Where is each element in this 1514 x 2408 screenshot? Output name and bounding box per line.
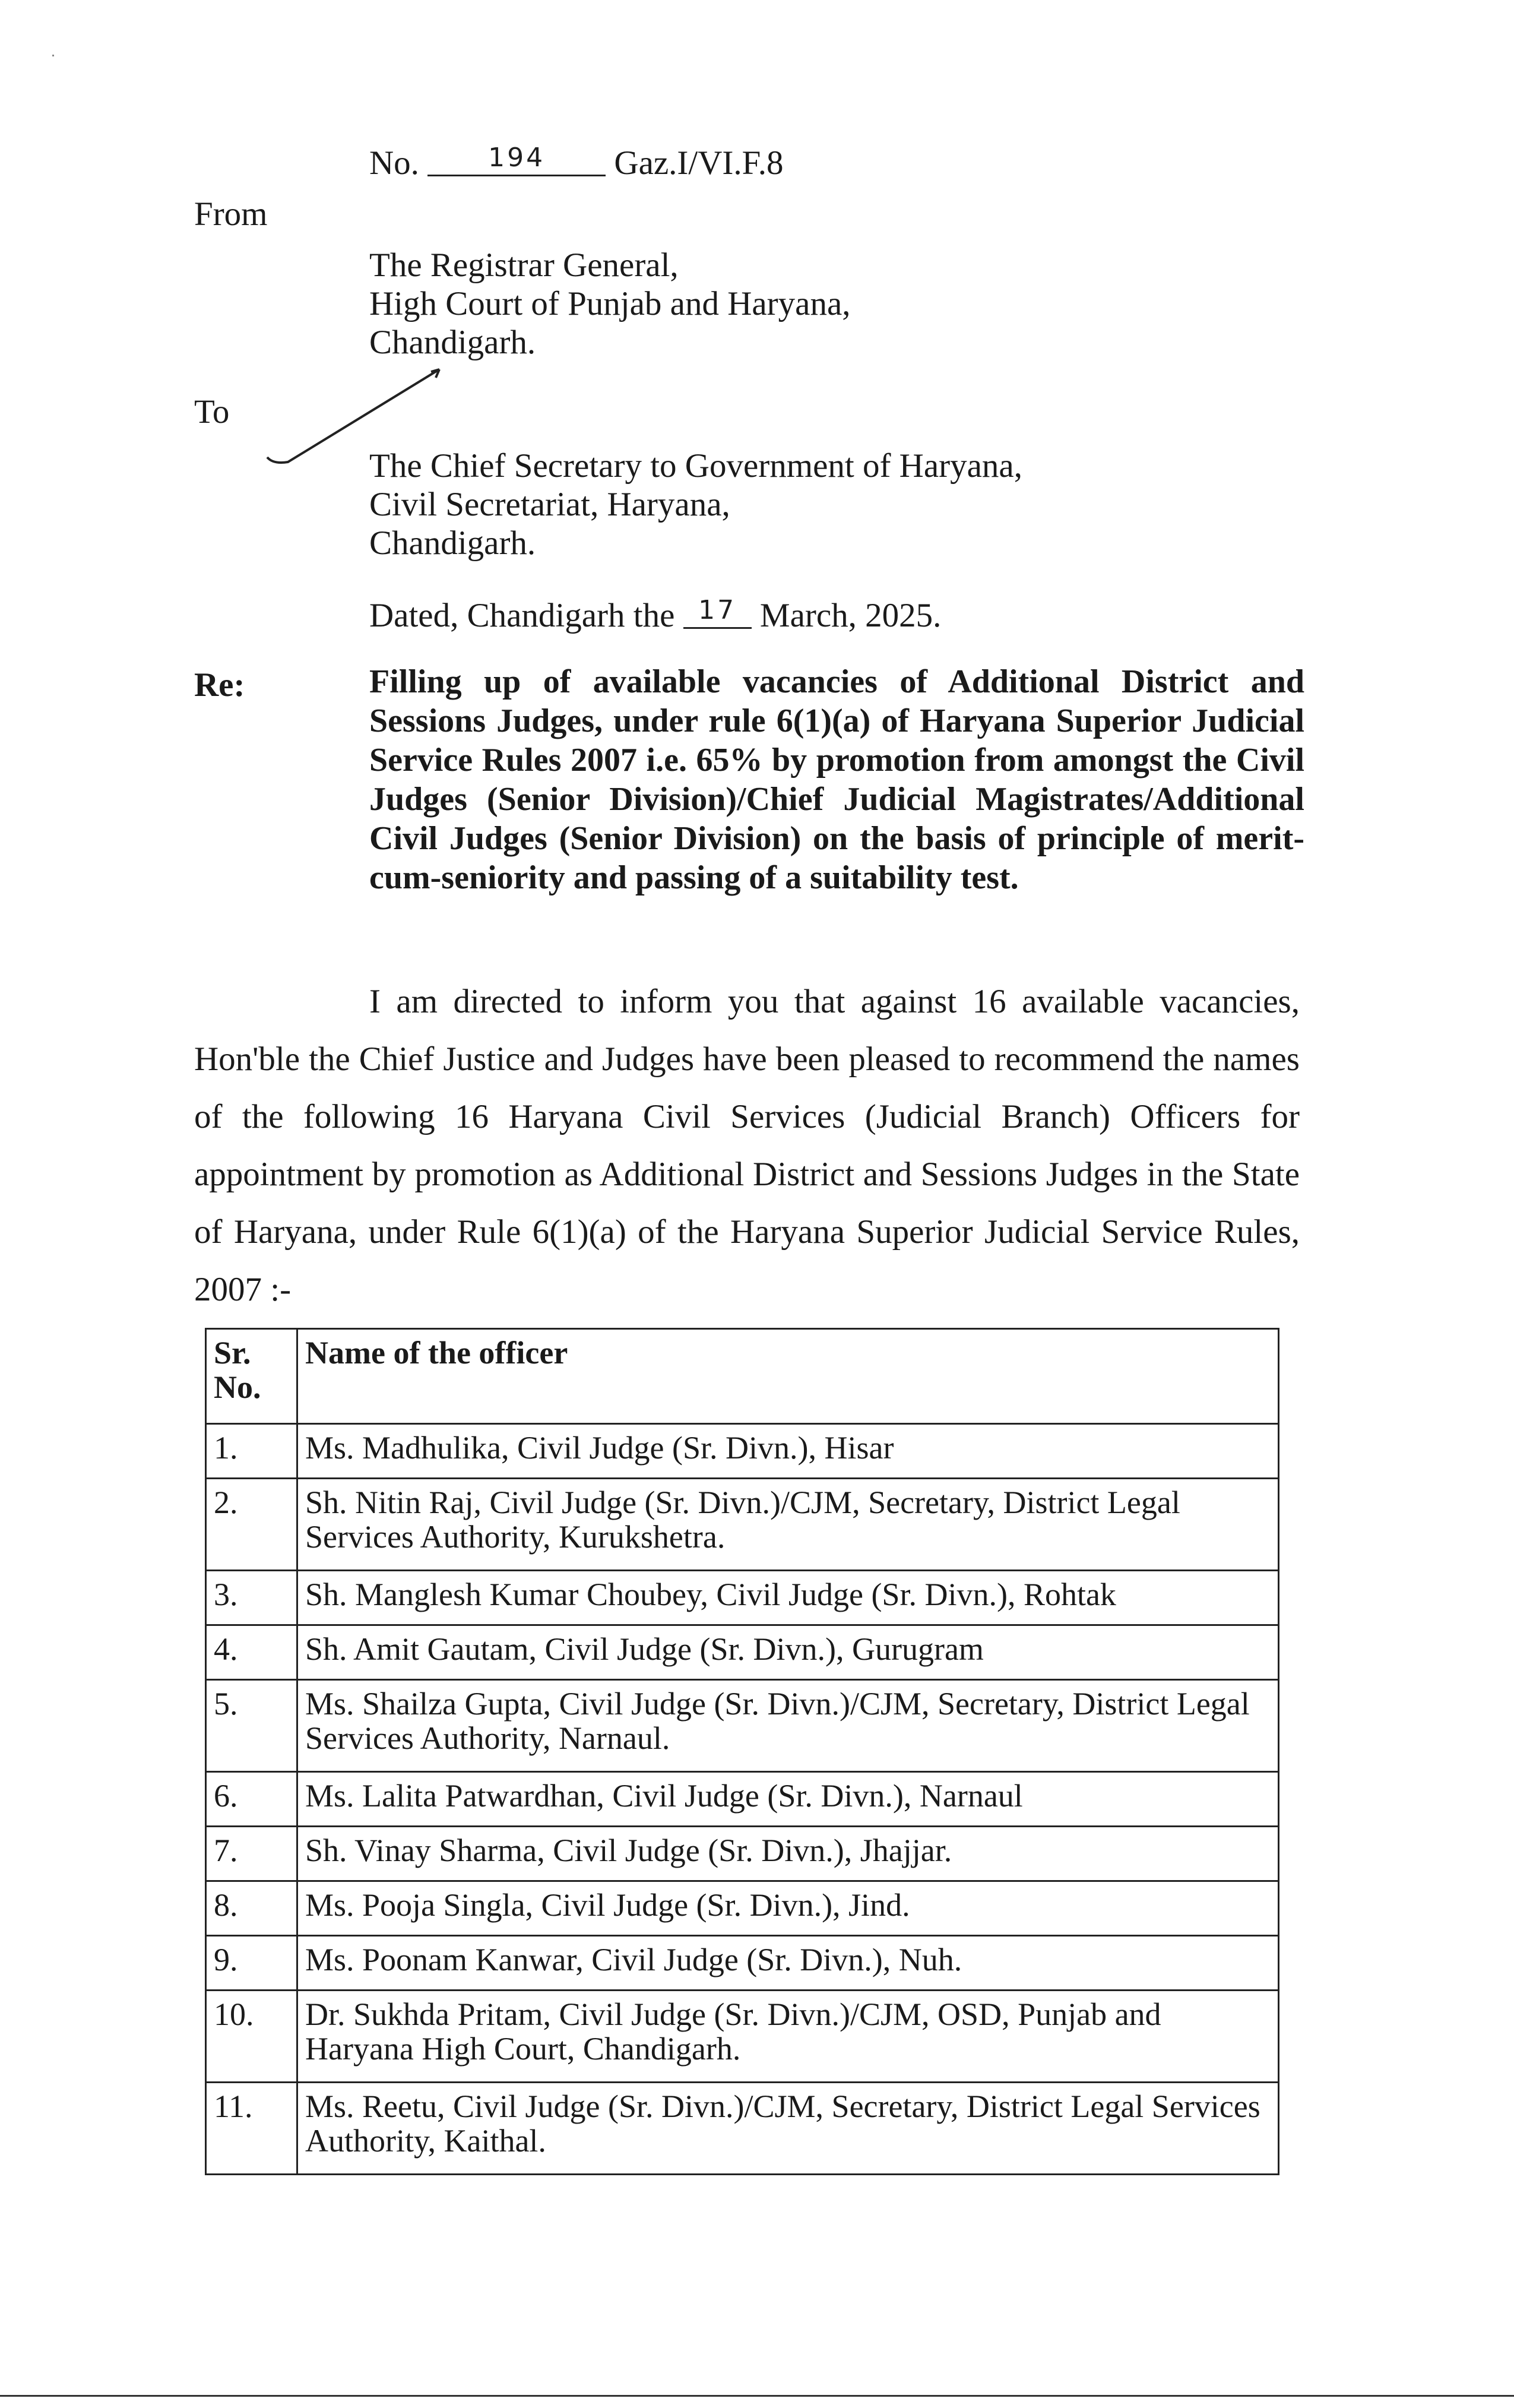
page-bottom-rule (0, 2395, 1514, 2397)
table-row (206, 1571, 1279, 1625)
officer-name: Ms. Madhulika, Civil Judge (Sr. Divn.), Hisar (297, 1424, 1279, 1479)
officer-name: Sh. Vinay Sharma, Civil Judge (Sr. Divn.), Jhajjar. (297, 1827, 1279, 1881)
officer-sr-no: 9. (206, 1936, 297, 1991)
officer-name: Ms. Shailza Gupta, Civil Judge (Sr. Divn.)/CJM, Secretary, District Legal Services Authority, Narnaul. (297, 1680, 1279, 1772)
to-address-line-2: Civil Secretariat, Haryana, (369, 486, 730, 523)
officers-table (205, 1328, 1279, 2175)
from-address-line-3: Chandigarh. (369, 324, 536, 361)
re-label: Re: (194, 666, 245, 704)
officer-sr-no: 10. (206, 1991, 297, 2083)
table-row (206, 1680, 1279, 1772)
table-row (206, 1625, 1279, 1680)
file-reference: Gaz.I/VI.F.8 (614, 144, 784, 182)
date-blank (683, 594, 752, 629)
header-sr-no: Sr. No. (206, 1329, 297, 1424)
officer-sr-no: 7. (206, 1827, 297, 1881)
table-row (206, 1424, 1279, 1479)
from-label: From (194, 195, 268, 233)
officer-name: Sh. Manglesh Kumar Choubey, Civil Judge (Sr. Divn.), Rohtak (297, 1571, 1279, 1625)
table-row (206, 2083, 1279, 2175)
officers-table-body (206, 1424, 1279, 2175)
officer-sr-no: 5. (206, 1680, 297, 1772)
scan-speck (52, 55, 54, 56)
dated-prefix: Dated, Chandigarh the (369, 597, 675, 634)
number-label: No. (369, 144, 419, 182)
officer-sr-no: 11. (206, 2083, 297, 2175)
officer-name: Ms. Pooja Singla, Civil Judge (Sr. Divn.), Jind. (297, 1881, 1279, 1936)
officer-name: Ms. Reetu, Civil Judge (Sr. Divn.)/CJM, Secretary, District Legal Services Authority, Kaithal. (297, 2083, 1279, 2175)
from-address-line-2: High Court of Punjab and Haryana, (369, 285, 851, 322)
table-row (206, 1827, 1279, 1881)
from-address-line-1: The Registrar General, (369, 246, 679, 284)
officer-sr-no: 2. (206, 1479, 297, 1571)
table-row (206, 1936, 1279, 1991)
table-row (206, 1772, 1279, 1827)
body-paragraph (194, 973, 1300, 1318)
officer-sr-no: 3. (206, 1571, 297, 1625)
to-label: To (194, 393, 230, 431)
body-text: I am directed to inform you that against 16 available vacancies, Hon'ble the Chief Justice and Judges have been pleased to recommend the names of the following 16 Haryana Civil Services (Judicial Branch) Officers for appointment by promotion as Additional District and Sessions Judges in the State of Haryana, under Rule 6(1)(a) of the Haryana Superior Judicial Service Rules, 2007 :- (194, 983, 1300, 1308)
officer-sr-no: 6. (206, 1772, 297, 1827)
table-row (206, 1991, 1279, 2083)
header-officer-name: Name of the officer (297, 1329, 1279, 1424)
officer-sr-no: 8. (206, 1881, 297, 1936)
dated-suffix: March, 2025. (759, 597, 942, 634)
officer-name: Ms. Lalita Patwardhan, Civil Judge (Sr. Divn.), Narnaul (297, 1772, 1279, 1827)
to-address-line-1: The Chief Secretary to Government of Haryana, (369, 447, 1022, 485)
table-row (206, 1479, 1279, 1571)
dated-line (369, 594, 941, 632)
officer-sr-no: 4. (206, 1625, 297, 1680)
officer-sr-no: 1. (206, 1424, 297, 1479)
handwritten-number: 194 (488, 143, 546, 173)
officer-name: Dr. Sukhda Pritam, Civil Judge (Sr. Divn.)/CJM, OSD, Punjab and Haryana High Court, Chandigarh. (297, 1991, 1279, 2083)
handwritten-day: 17 (698, 595, 737, 625)
to-address-line-3: Chandigarh. (369, 524, 536, 562)
officer-name: Ms. Poonam Kanwar, Civil Judge (Sr. Divn.), Nuh. (297, 1936, 1279, 1991)
table-header-row (206, 1329, 1279, 1424)
officer-name: Sh. Nitin Raj, Civil Judge (Sr. Divn.)/CJM, Secretary, District Legal Services Authority, Kurukshetra. (297, 1479, 1279, 1571)
number-blank (427, 141, 606, 176)
subject-paragraph: Filling up of available vacancies of Additional District and Sessions Judges, under rule 6(1)(a) of Haryana Superior Judicial Service Rules 2007 i.e. 65% by promotion from amongst the Civil Judges (Senior Division)/Chief Judicial Magistrates/Additional Civil Judges (Senior Division) on the basis of principle of merit-cum-seniority and passing of a suitability test. (369, 663, 1304, 896)
officer-name: Sh. Amit Gautam, Civil Judge (Sr. Divn.), Gurugram (297, 1625, 1279, 1680)
letter-number-line (369, 141, 784, 180)
table-row (206, 1881, 1279, 1936)
